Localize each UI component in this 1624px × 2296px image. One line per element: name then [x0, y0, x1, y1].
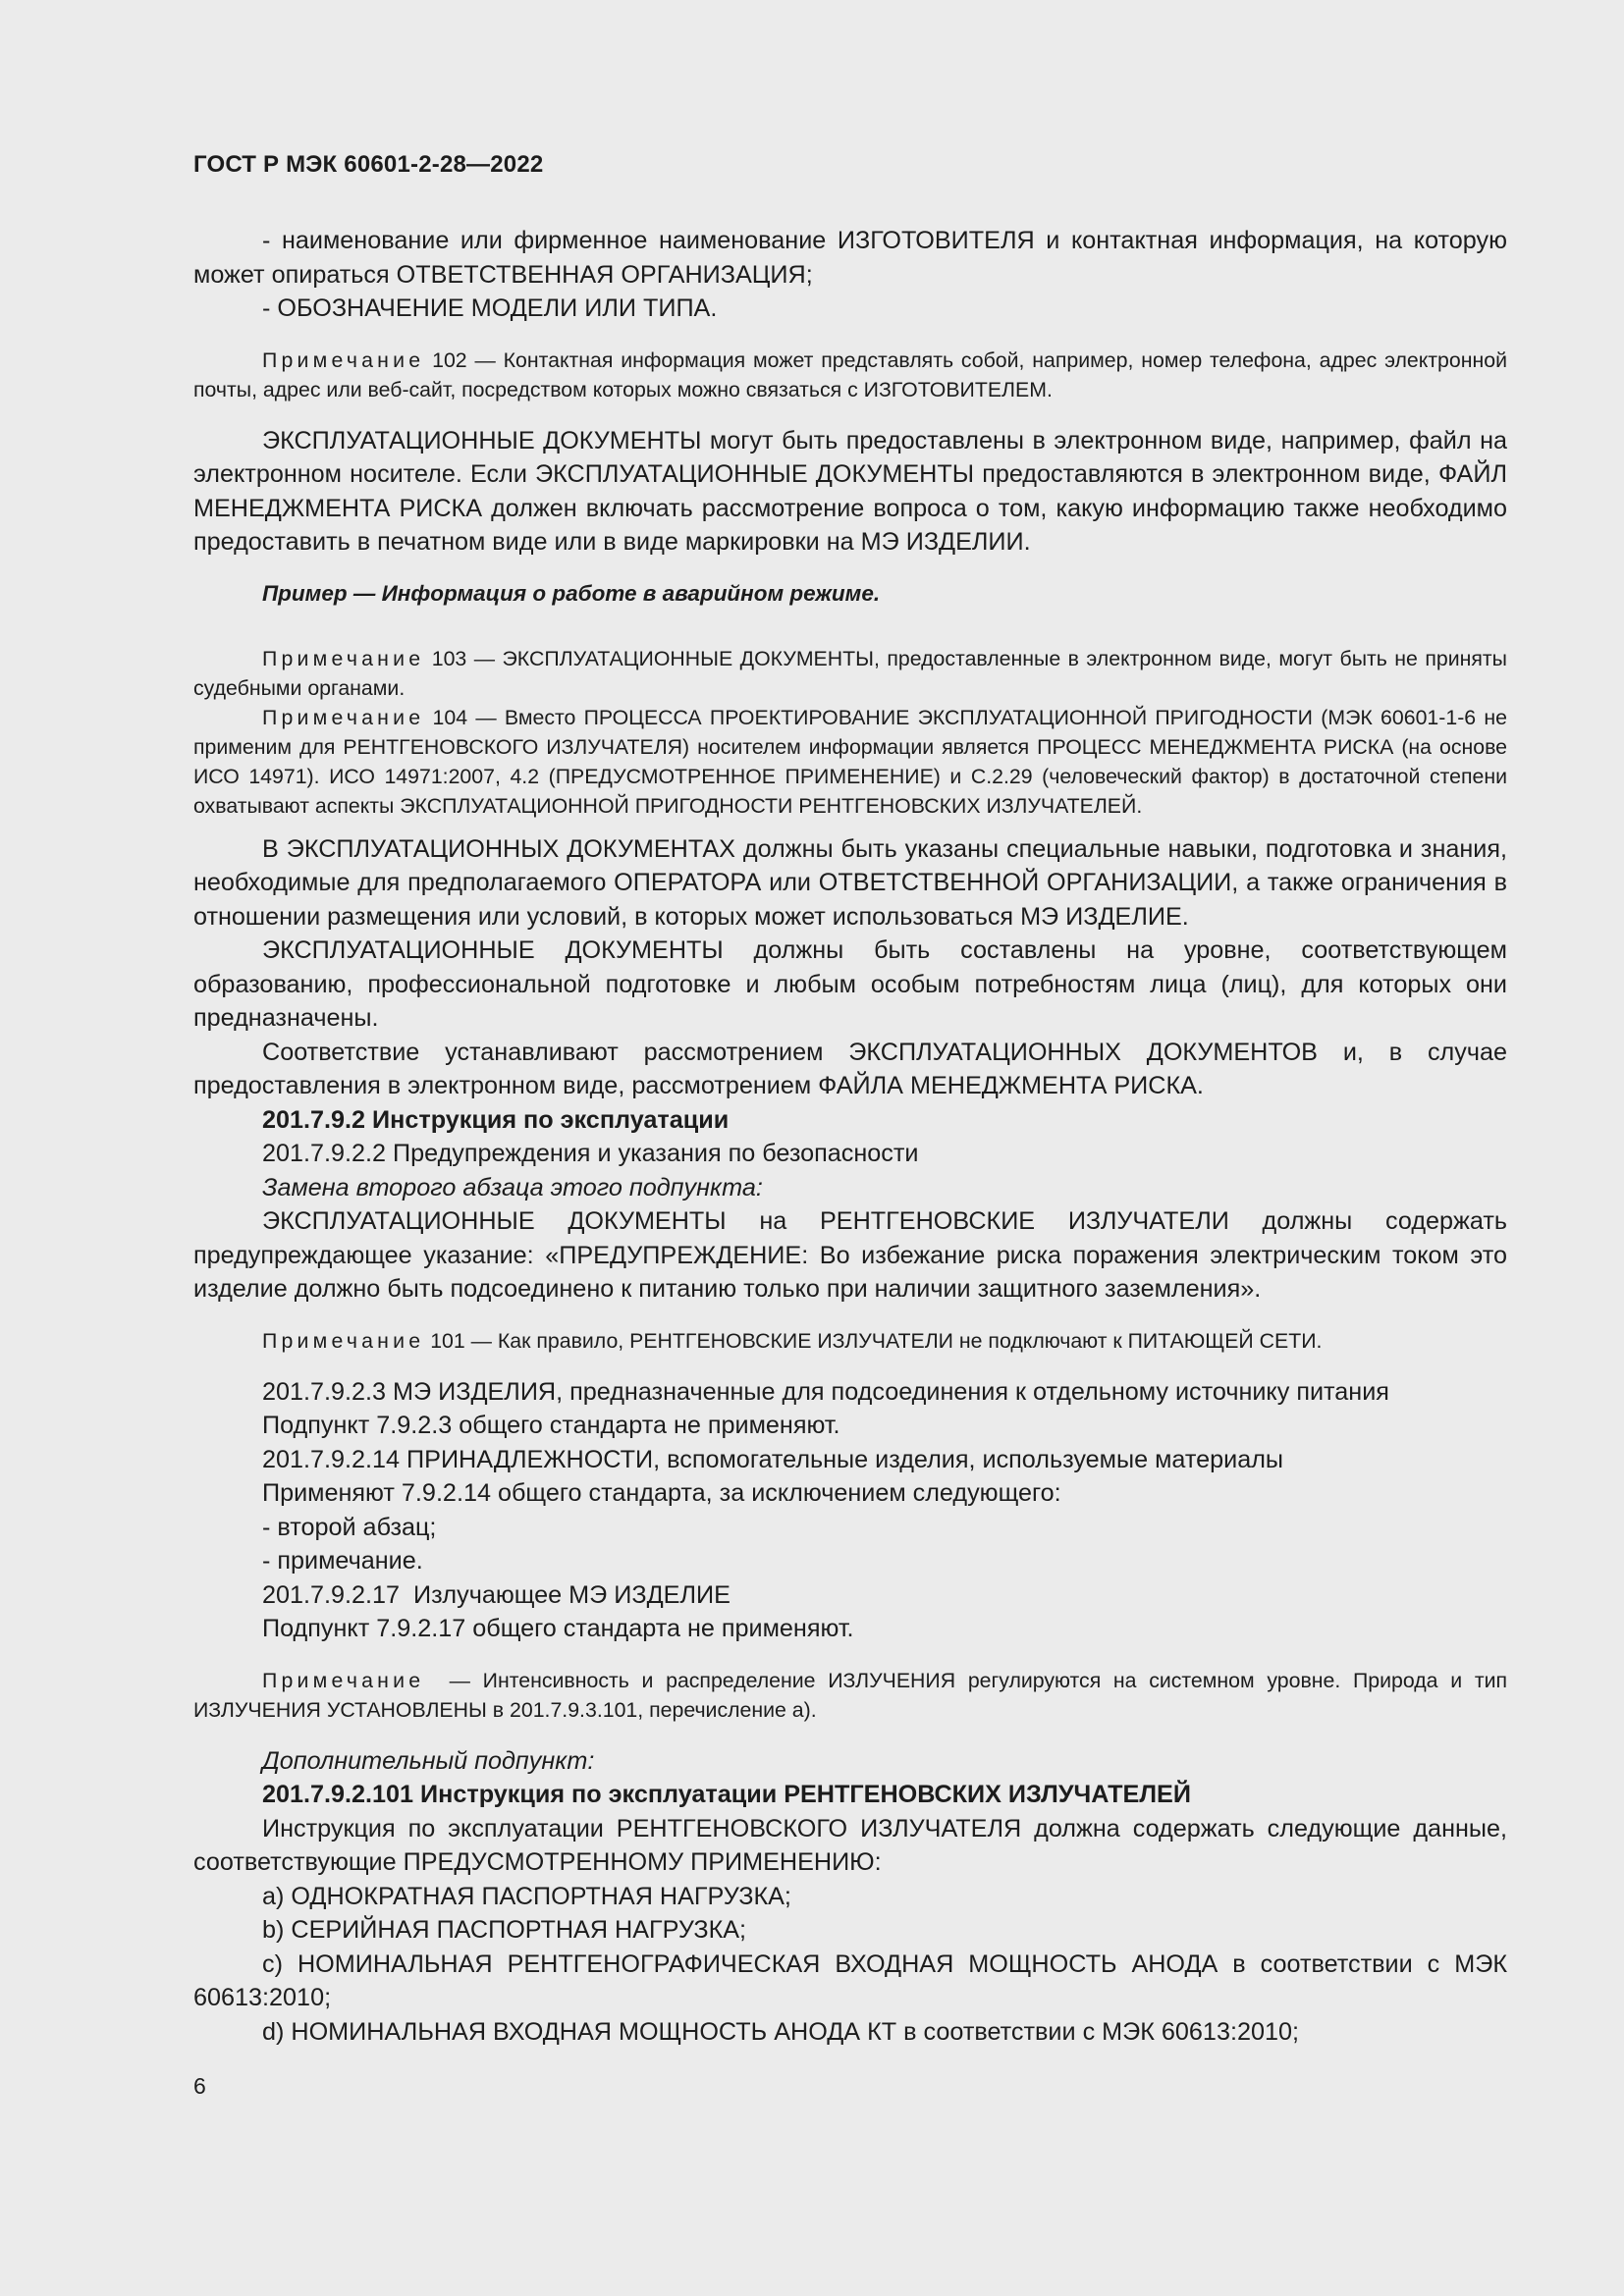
note-103: [193, 644, 1507, 703]
note-label: Примечание: [262, 1668, 425, 1692]
note-label: Примечание: [262, 705, 425, 729]
paragraph-model-designation: - ОБОЗНАЧЕНИЕ МОДЕЛИ ИЛИ ТИПА.: [262, 294, 718, 322]
page-number: 6: [193, 2073, 206, 2099]
note-text: 102 — Контактная информация может представлять собой, например, номер телефона, адрес электронной почты, адрес или веб-сайт, посредством которых можно связаться с ИЗГОТОВИТЕЛЕМ.: [193, 347, 1507, 401]
list-item: - второй абзац;: [262, 1513, 437, 1541]
additional-subsection-note: Дополнительный подпункт:: [262, 1746, 595, 1775]
note-101: [193, 1326, 1507, 1356]
note-label: Примечание: [262, 646, 425, 670]
subsection-201-7-9-2-14-text: Применяют 7.9.2.14 общего стандарта, за исключением следующего:: [262, 1479, 1061, 1507]
note-text: 104 — Вместо ПРОЦЕССА ПРОЕКТИРОВАНИЕ ЭКСПЛУАТАЦИОННОЙ ПРИГОДНОСТИ (МЭК 60601-1-6 не применим для РЕНТГЕНОВСКОГО ИЗЛУЧАТЕЛЯ) носителем информации является ПРОЦЕСС МЕНЕДЖМЕНТА РИСКА (на основе ИСО 14971). ИСО 14971:2007, 4.2 (ПРЕДУСМОТРЕННОЕ ПРИМЕНЕНИЕ) и С.2.29 (человеческий фактор) в достаточной степени охватывают аспекты ЭКСПЛУАТАЦИОННОЙ ПРИГОДНОСТИ РЕНТГЕНОВСКИХ ИЗЛУЧАТЕЛЕЙ.: [193, 705, 1507, 818]
subsection-201-7-9-2-3-text: Подпункт 7.9.2.3 общего стандарта не применяют.: [262, 1412, 840, 1439]
section-heading-201-7-9-2-101: 201.7.9.2.101 Инструкция по эксплуатации РЕНТГЕНОВСКИХ ИЗЛУЧАТЕЛЕЙ: [262, 1781, 1191, 1808]
paragraph-compliance: Соответствие устанавливают рассмотрением ЭКСПЛУАТАЦИОННЫХ ДОКУМЕНТОВ и, в случае предоставления в электронном виде, рассмотрением ФАЙЛА МЕНЕДЖМЕНТА РИСКА.: [193, 1038, 1507, 1099]
replacement-note: Замена второго абзаца этого подпункта:: [262, 1173, 763, 1201]
paragraph-skills: В ЭКСПЛУАТАЦИОННЫХ ДОКУМЕНТАХ должны быть указаны специальные навыки, подготовка и знания, необходимые для предполагаемого ОПЕРАТОРА или ОТВЕТСТВЕННОЙ ОРГАНИЗАЦИИ, а также ограничения в отношении размещения или условий, в которых может использоваться МЭ ИЗДЕЛИЕ.: [193, 834, 1507, 931]
note-102: [193, 346, 1507, 404]
list-item-c: c) НОМИНАЛЬНАЯ РЕНТГЕНОГРАФИЧЕСКАЯ ВХОДНАЯ МОЩНОСТЬ АНОДА в соответствии с МЭК 60613:2010;: [193, 1949, 1507, 2011]
list-item: - примечание.: [262, 1547, 423, 1575]
paragraph-electronic-docs: ЭКСПЛУАТАЦИОННЫЕ ДОКУМЕНТЫ могут быть предоставлены в электронном виде, например, файл на электронном носителе. Если ЭКСПЛУАТАЦИОННЫЕ ДОКУМЕНТЫ предоставляются в электронном виде, ФАЙЛ МЕНЕДЖМЕНТА РИСКА должен включать рассмотрение вопроса о том, какую информацию также необходимо предоставить в печатном виде или в виде маркировки на МЭ ИЗДЕЛИИ.: [193, 426, 1507, 556]
subsection-201-7-9-2-3: 201.7.9.2.3 МЭ ИЗДЕЛИЯ, предназначенные для подсоединения к отдельному источнику питания: [262, 1377, 1389, 1406]
example-text: Пример — Информация о работе в аварийном режиме.: [262, 580, 881, 606]
paragraph-warning: ЭКСПЛУАТАЦИОННЫЕ ДОКУМЕНТЫ на РЕНТГЕНОВСКИЕ ИЗЛУЧАТЕЛИ должны содержать предупреждающее указание: «ПРЕДУПРЕЖДЕНИЕ: Во избежание риска поражения электрическим током это изделие должно быть подсоединено к питанию только при наличии защитного заземления».: [193, 1207, 1507, 1303]
subsection-201-7-9-2-17: 201.7.9.2.17 Излучающее МЭ ИЗДЕЛИЕ: [262, 1580, 731, 1609]
note-label: Примечание: [262, 1328, 425, 1353]
paragraph-level: ЭКСПЛУАТАЦИОННЫЕ ДОКУМЕНТЫ должны быть составлены на уровне, соответствующем образованию, профессиональной подготовке и любым особым потребностям лица (лиц), для которых они предназначены.: [193, 936, 1507, 1032]
note-text: — Интенсивность и распределение ИЗЛУЧЕНИЯ регулируются на системном уровне. Природа и тип ИЗЛУЧЕНИЯ УСТАНОВЛЕНЫ в 201.7.9.3.101, перечисление а).: [193, 1668, 1513, 1722]
section-heading-201-7-9-2: 201.7.9.2 Инструкция по эксплуатации: [262, 1105, 730, 1134]
note-label: Примечание: [262, 347, 425, 372]
note-text: 101 — Как правило, РЕНТГЕНОВСКИЕ ИЗЛУЧАТЕЛИ не подключают к ПИТАЮЩЕЙ СЕТИ.: [424, 1328, 1323, 1353]
document-body: [193, 224, 1513, 2049]
subsection-201-7-9-2-14: 201.7.9.2.14 ПРИНАДЛЕЖНОСТИ, вспомогательные изделия, используемые материалы: [262, 1445, 1284, 1473]
paragraph-instructions: Инструкция по эксплуатации РЕНТГЕНОВСКОГО ИЗЛУЧАТЕЛЯ должна содержать следующие данные, соответствующие ПРЕДУСМОТРЕННОМУ ПРИМЕНЕНИЮ:: [193, 1814, 1507, 1876]
note-radiation: [193, 1666, 1513, 1725]
list-item-b: b) СЕРИЙНАЯ ПАСПОРТНАЯ НАГРУЗКА;: [262, 1916, 747, 1944]
paragraph-manufacturer-info: - наименование или фирменное наименование ИЗГОТОВИТЕЛЯ и контактная информация, на которую может опираться ОТВЕТСТВЕННАЯ ОРГАНИЗАЦИЯ;: [193, 227, 1507, 289]
note-104: [193, 703, 1507, 821]
document-header: ГОСТ Р МЭК 60601-2-28—2022: [193, 151, 544, 178]
note-text: 103 — ЭКСПЛУАТАЦИОННЫЕ ДОКУМЕНТЫ, предоставленные в электронном виде, могут быть не приняты судебными органами.: [193, 646, 1507, 700]
list-item-d: d) НОМИНАЛЬНАЯ ВХОДНАЯ МОЩНОСТЬ АНОДА КТ в соответствии с МЭК 60613:2010;: [262, 2017, 1299, 2046]
subsection-201-7-9-2-17-text: Подпункт 7.9.2.17 общего стандарта не применяют.: [262, 1615, 854, 1642]
subsection-201-7-9-2-2: 201.7.9.2.2 Предупреждения и указания по безопасности: [262, 1140, 919, 1167]
list-item-a: a) ОДНОКРАТНАЯ ПАСПОРТНАЯ НАГРУЗКА;: [262, 1882, 791, 1910]
